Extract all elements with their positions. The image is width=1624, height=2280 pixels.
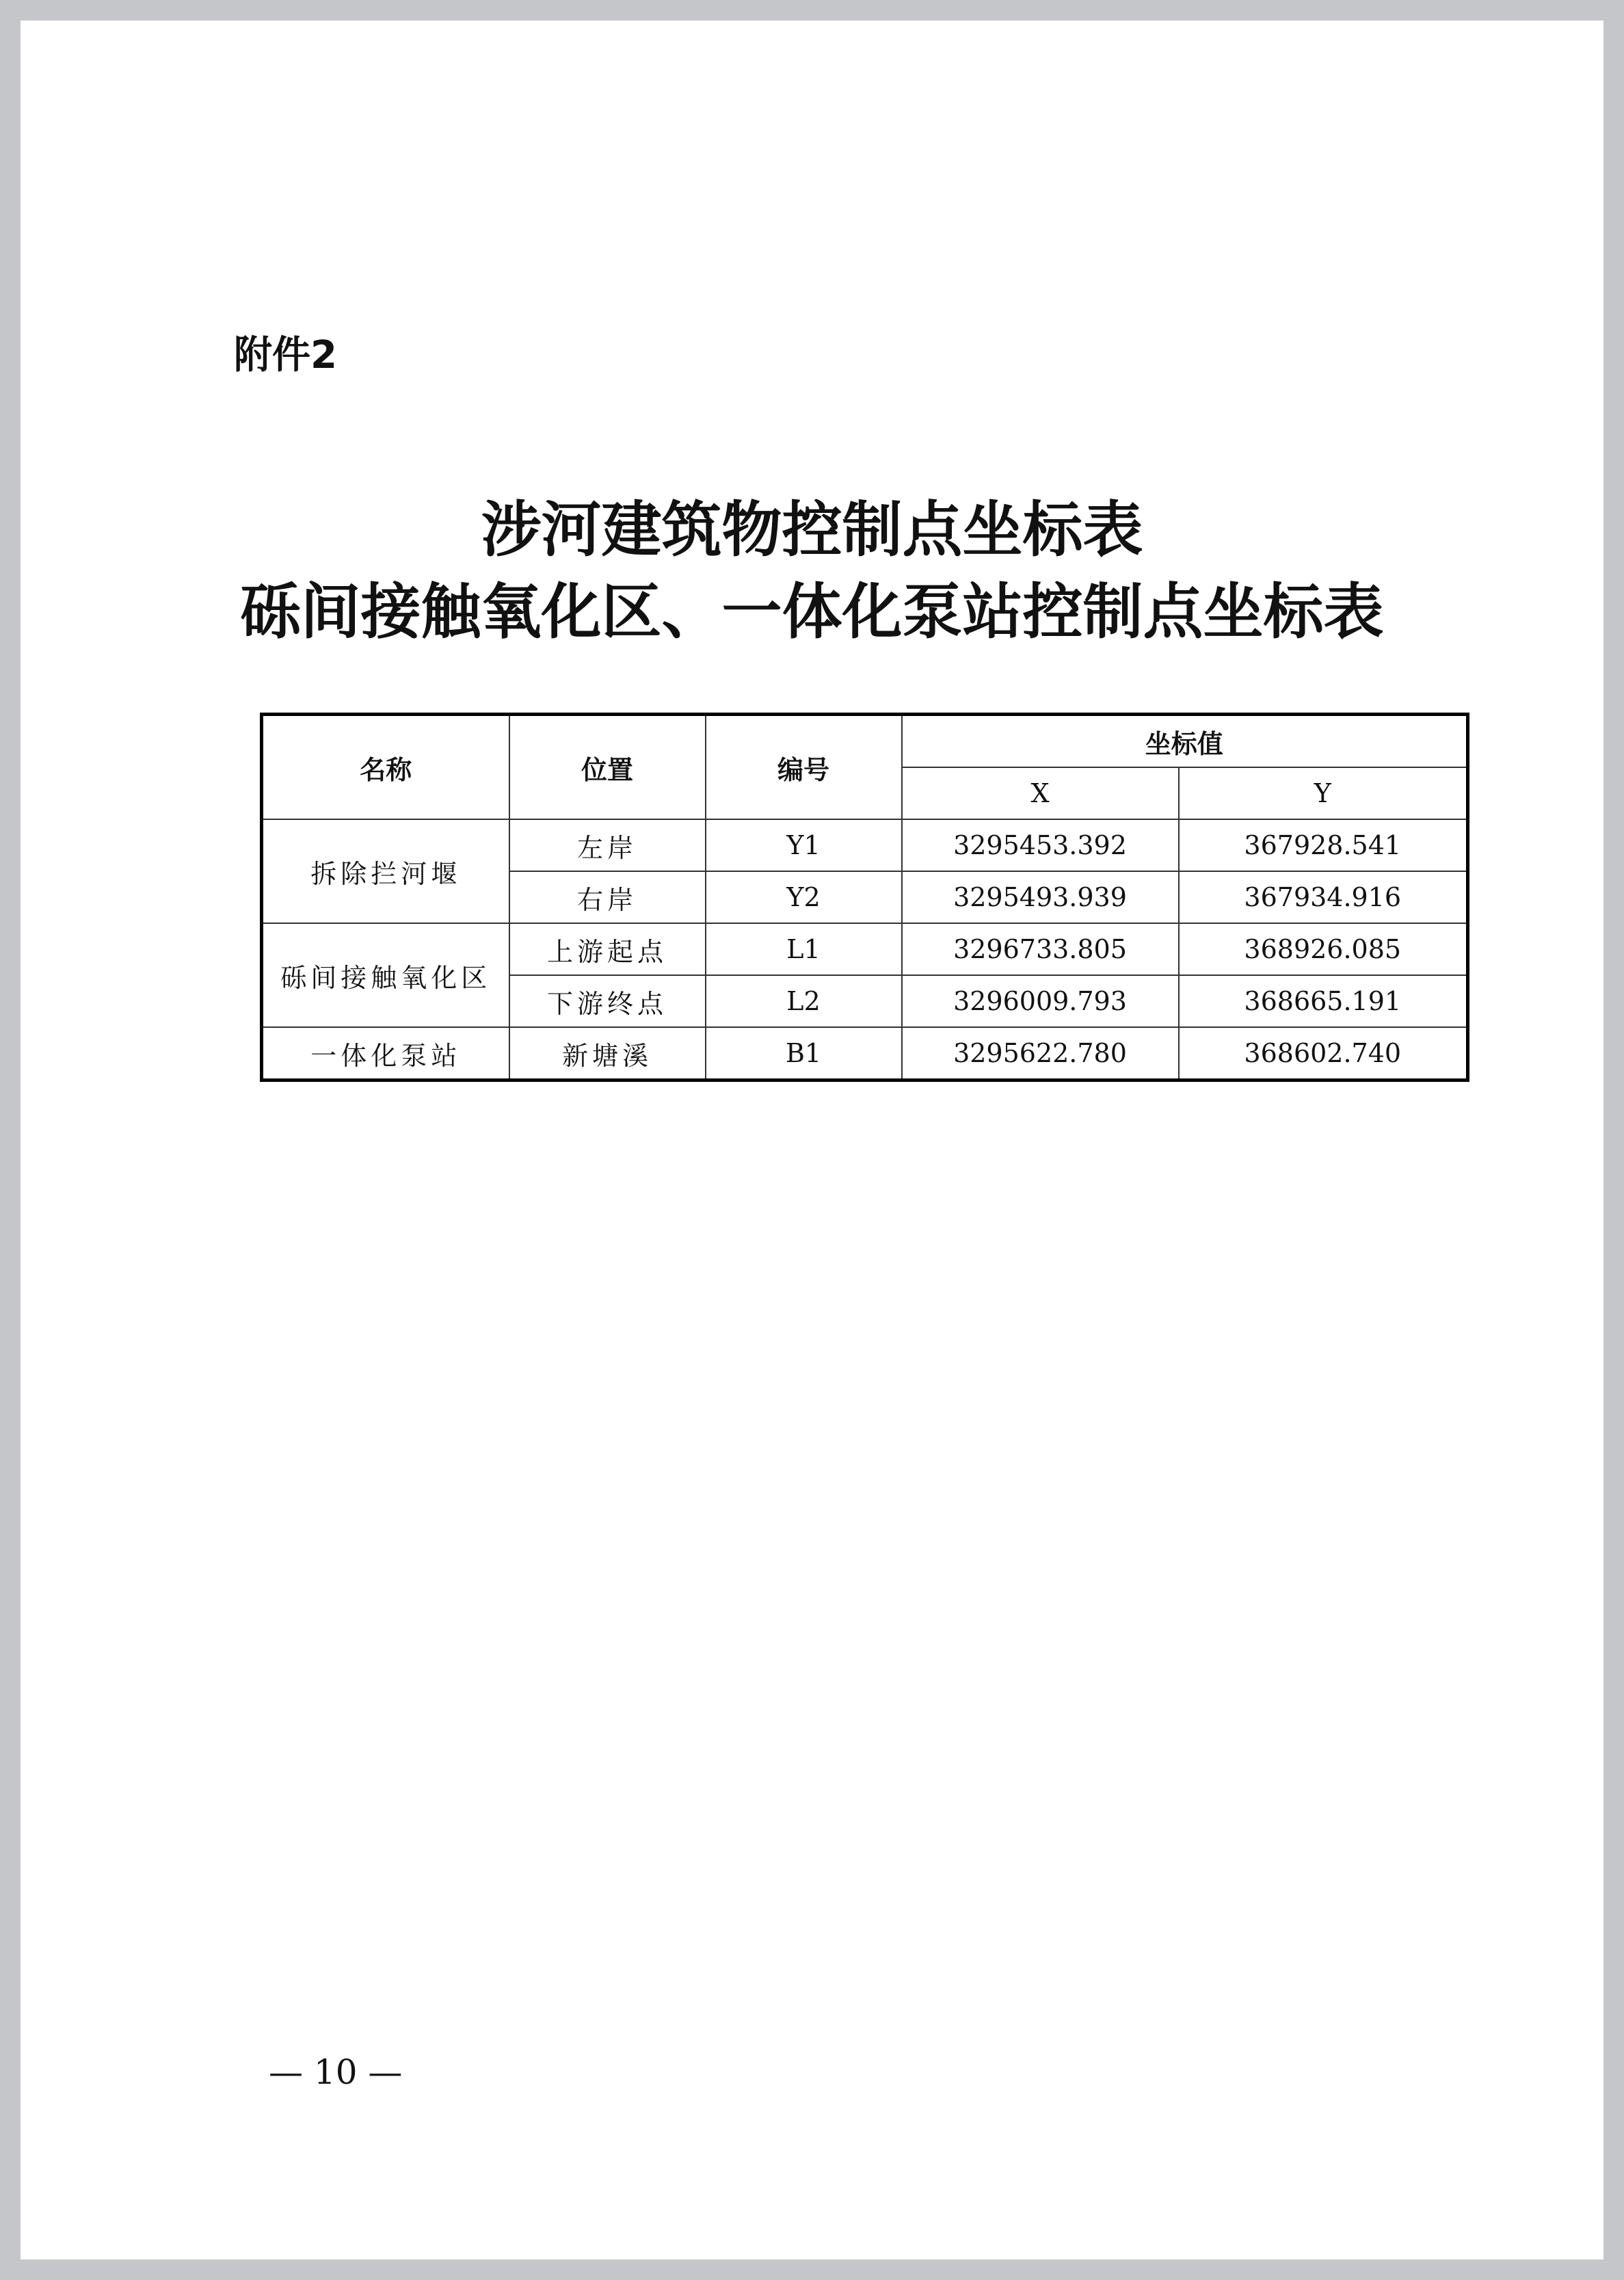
code-cell: B1	[706, 1027, 902, 1081]
header-position: 位置	[509, 715, 706, 820]
x-cell: 3295622.780	[902, 1027, 1179, 1081]
attachment-label: 附件2	[234, 333, 337, 377]
code-cell: L2	[706, 975, 902, 1027]
table-row	[262, 1027, 1468, 1081]
x-cell: 3296009.793	[902, 975, 1179, 1027]
position-cell: 右岸	[509, 871, 706, 923]
table-row	[262, 819, 1468, 871]
header-name: 名称	[262, 715, 509, 820]
coordinate-table	[260, 713, 1469, 1082]
table-row	[262, 923, 1468, 975]
y-cell: 367934.916	[1179, 871, 1468, 923]
header-code: 编号	[706, 715, 902, 820]
position-cell: 上游起点	[509, 923, 706, 975]
position-cell: 左岸	[509, 819, 706, 871]
page-title-line-1: 涉河建筑物控制点坐标表	[481, 494, 1143, 565]
y-cell: 368926.085	[1179, 923, 1468, 975]
y-cell: 367928.541	[1179, 819, 1468, 871]
table-header-row	[262, 715, 1468, 768]
y-cell: 368665.191	[1179, 975, 1468, 1027]
x-cell: 3295453.392	[902, 819, 1179, 871]
group-name-cell: 一体化泵站	[262, 1027, 509, 1081]
x-cell: 3295493.939	[902, 871, 1179, 923]
code-cell: L1	[706, 923, 902, 975]
code-cell: Y2	[706, 871, 902, 923]
code-cell: Y1	[706, 819, 902, 871]
position-cell: 下游终点	[509, 975, 706, 1027]
page-title-line-2: 砾间接触氧化区、一体化泵站控制点坐标表	[240, 576, 1384, 647]
page-number: — 10 —	[269, 2052, 403, 2092]
group-name-cell: 拆除拦河堰	[262, 819, 509, 923]
header-y: Y	[1179, 767, 1468, 819]
header-x: X	[902, 767, 1179, 819]
document-page	[21, 21, 1603, 2259]
position-cell: 新塘溪	[509, 1027, 706, 1081]
y-cell: 368602.740	[1179, 1027, 1468, 1081]
header-coordinate-value: 坐标值	[902, 715, 1468, 768]
x-cell: 3296733.805	[902, 923, 1179, 975]
group-name-cell: 砾间接触氧化区	[262, 923, 509, 1027]
